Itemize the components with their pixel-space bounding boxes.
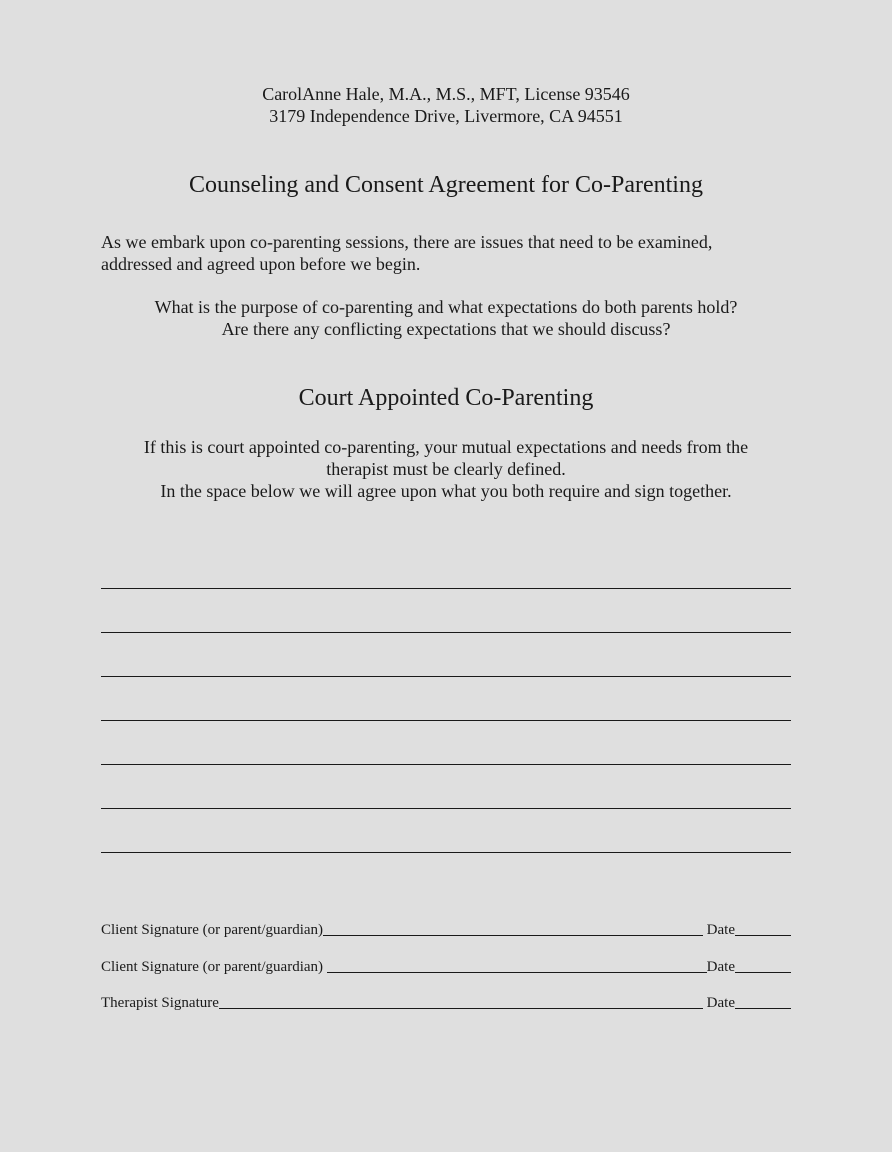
therapist-name-line: CarolAnne Hale, M.A., M.S., MFT, License 93546 — [262, 84, 630, 104]
agreement-writing-line[interactable] — [101, 852, 791, 853]
agreement-writing-line[interactable] — [101, 720, 791, 721]
date-label: Date — [706, 959, 735, 975]
client-date-field-2[interactable] — [735, 957, 791, 973]
intro-line-2: addressed and agreed upon before we begin. — [101, 254, 421, 274]
document-title: Counseling and Consent Agreement for Co-Parenting — [189, 172, 703, 198]
court-section-heading: Court Appointed Co-Parenting — [298, 385, 594, 411]
agreement-writing-line[interactable] — [101, 764, 791, 765]
court-line-3: In the space below we will agree upon what you both require and sign together. — [160, 481, 732, 501]
signature-label: Client Signature (or parent/guardian) — [101, 922, 324, 938]
therapist-date-field[interactable] — [735, 993, 791, 1009]
question-line-1: What is the purpose of co-parenting and what expectations do both parents hold? — [154, 297, 738, 317]
client-signature-row-1 — [101, 920, 791, 940]
question-line-2: Are there any conflicting expectations that we should discuss? — [221, 319, 671, 339]
agreement-writing-line[interactable] — [101, 588, 791, 589]
signature-label: Client Signature (or parent/guardian) — [101, 959, 327, 975]
agreement-writing-line[interactable] — [101, 808, 791, 809]
court-line-2: therapist must be clearly defined. — [326, 459, 566, 479]
therapist-address-line: 3179 Independence Drive, Livermore, CA 94551 — [269, 106, 623, 126]
client-date-field-1[interactable] — [735, 920, 791, 936]
intro-line-1: As we embark upon co-parenting sessions, there are issues that need to be examined, — [101, 232, 713, 252]
client-signature-field-2[interactable] — [327, 957, 707, 973]
therapist-signature-row — [101, 993, 791, 1013]
date-label: Date — [706, 922, 735, 938]
client-signature-row-2 — [101, 957, 791, 977]
therapist-signature-field[interactable] — [219, 993, 703, 1009]
client-signature-field-1[interactable] — [323, 920, 703, 936]
signature-label: Therapist Signature — [101, 995, 219, 1011]
court-line-1: If this is court appointed co-parenting, your mutual expectations and needs from the — [143, 437, 749, 457]
date-label: Date — [706, 995, 735, 1011]
agreement-writing-line[interactable] — [101, 632, 791, 633]
agreement-writing-line[interactable] — [101, 676, 791, 677]
